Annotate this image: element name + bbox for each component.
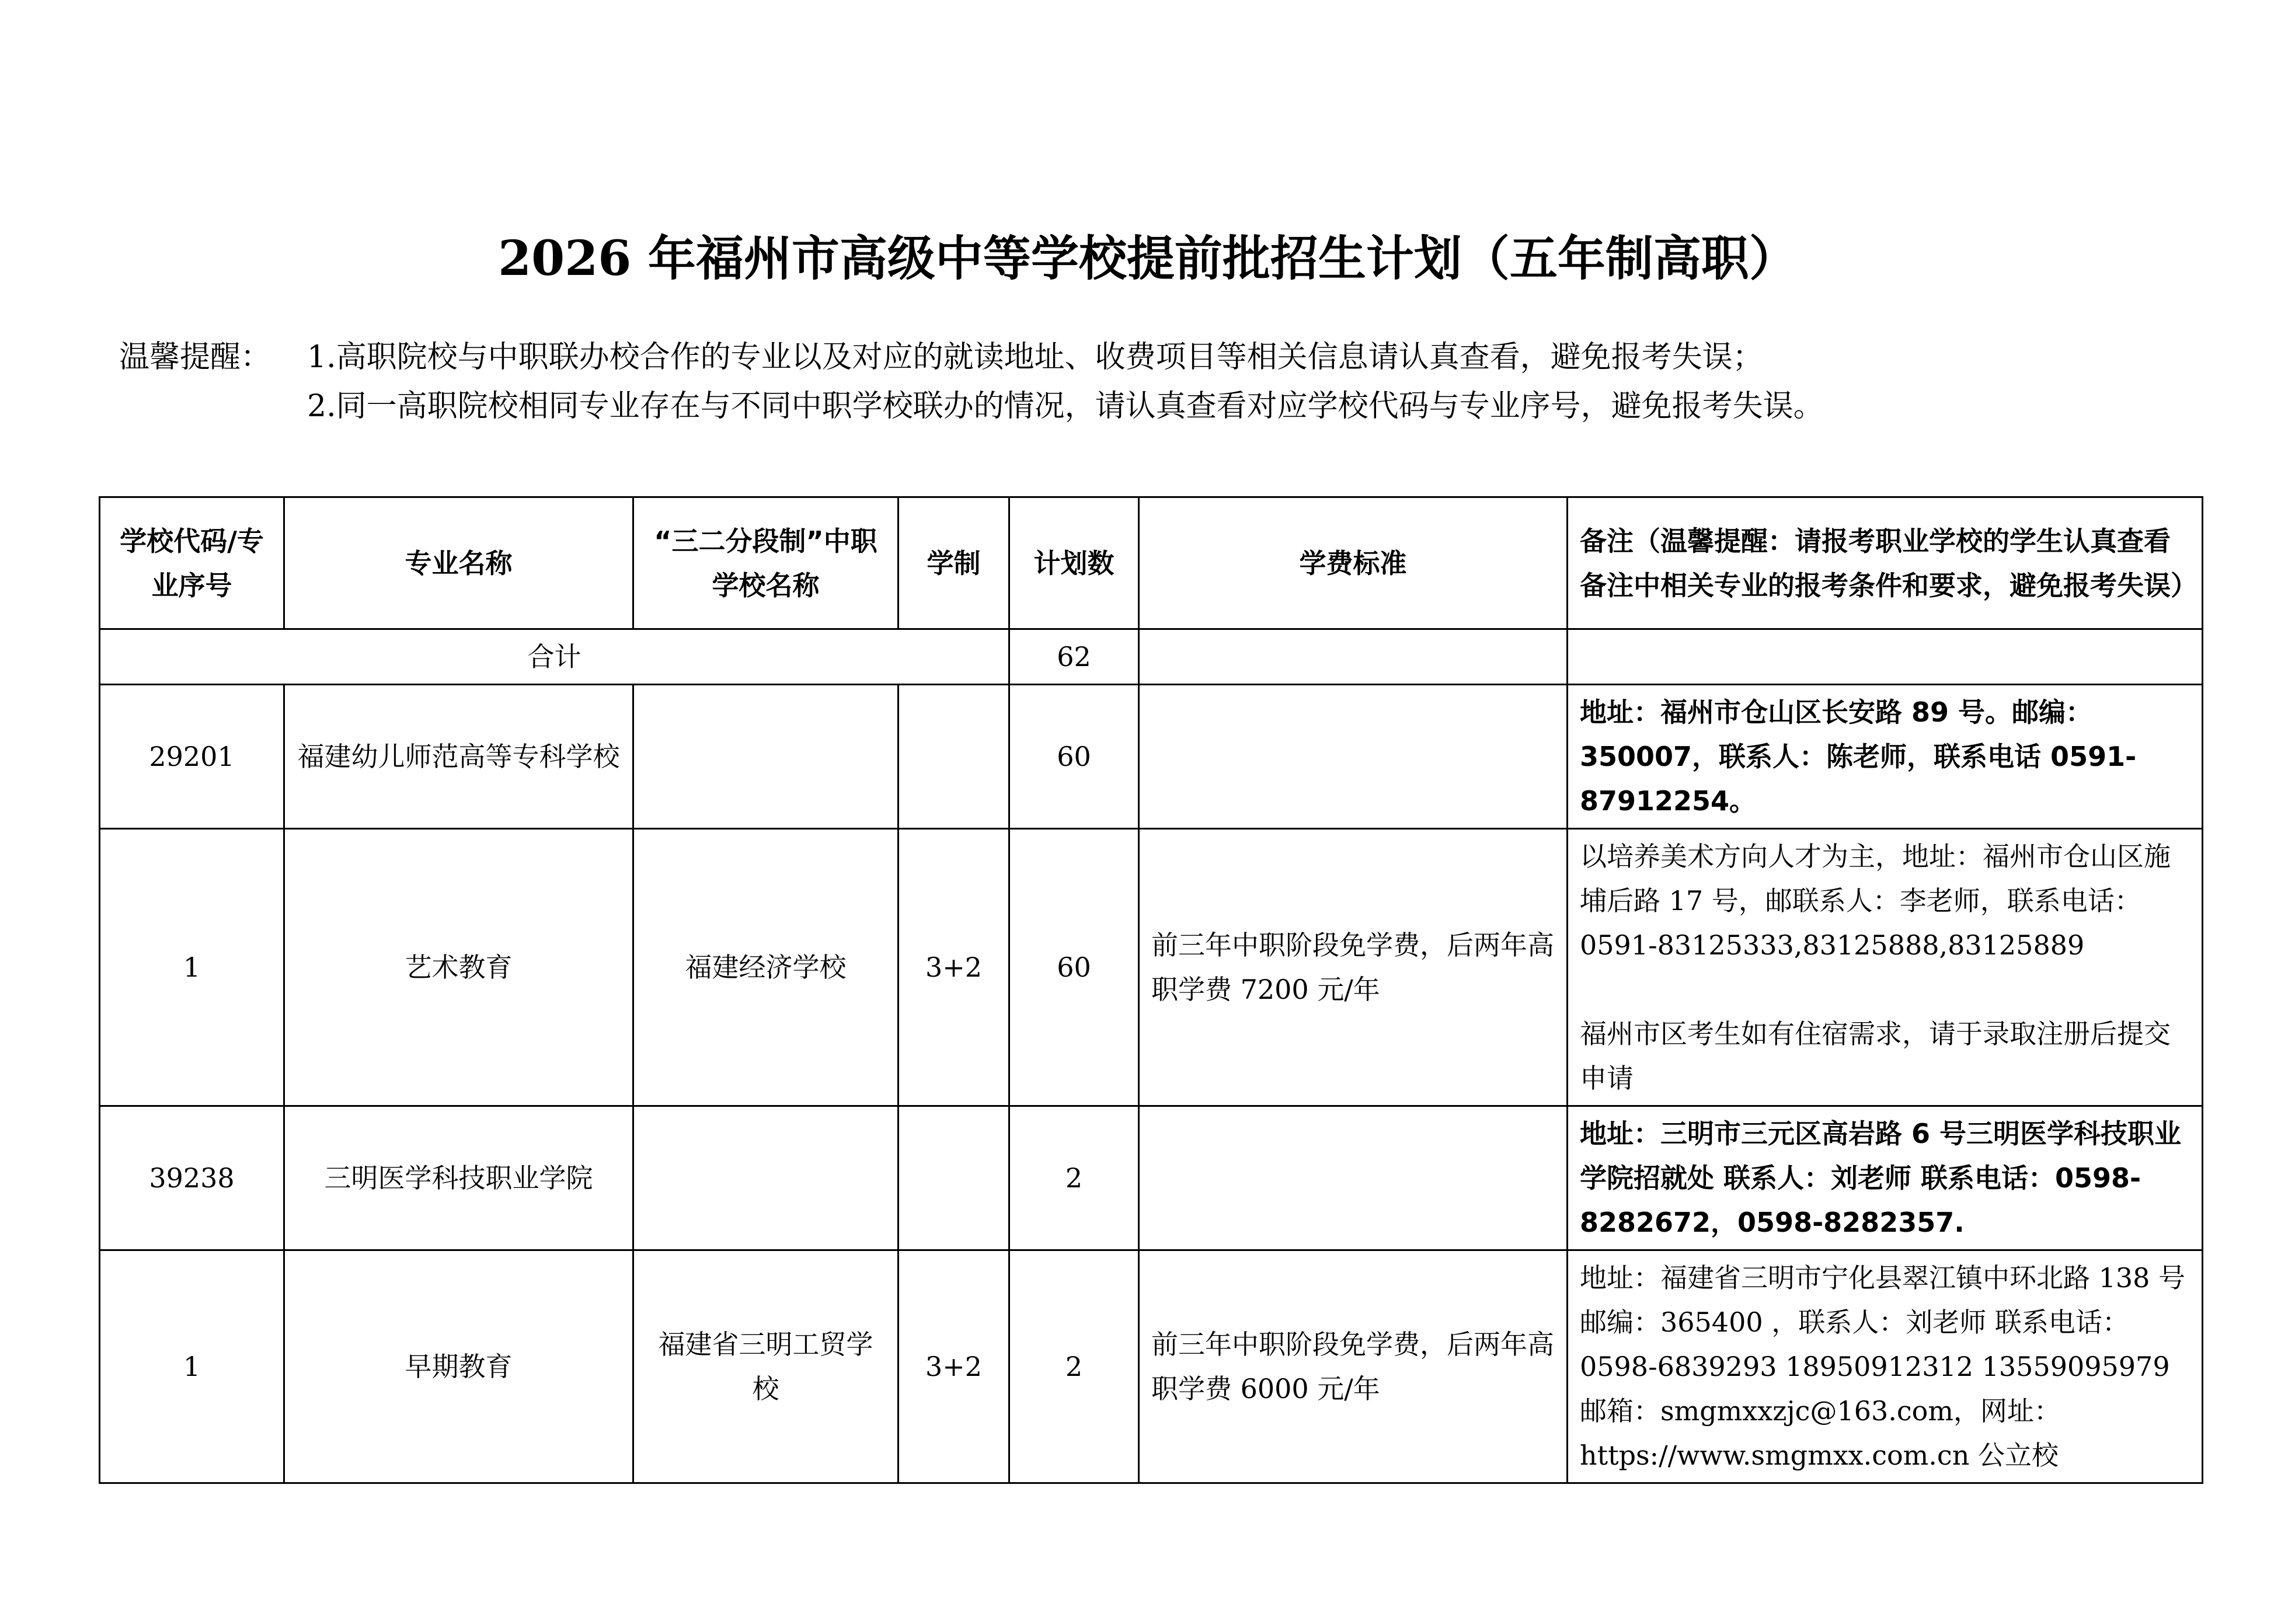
header-row <box>100 497 2203 629</box>
total-plan: 62 <box>1009 629 1139 685</box>
reminder-label: 温馨提醒： <box>119 340 271 375</box>
row-school <box>633 685 899 829</box>
table-row <box>100 829 2203 1106</box>
row-note: 地址：三明市三元区高岩路 6 号三明医学科技职业学院招就处 联系人：刘老师 联系电话：0598-8282672，0598-8282357. <box>1568 1106 2203 1250</box>
row-note-cell <box>1568 829 2203 1106</box>
row-plan: 60 <box>1009 685 1139 829</box>
enrollment-plan-table <box>99 496 2203 1484</box>
row-note-extra: 福州市区考生如有住宿需求，请于录取注册后提交申请 <box>1580 1018 2171 1094</box>
header-system: 学制 <box>899 497 1009 629</box>
reminder-line-2: 2.同一高职院校相同专业存在与不同中职学校联办的情况，请认真查看对应学校代码与专业序号，避免报考失误。 <box>307 389 1824 424</box>
row-code: 39238 <box>100 1106 284 1250</box>
row-plan: 2 <box>1009 1106 1139 1250</box>
row-note: 地址：福建省三明市宁化县翠江镇中环北路 138 号 邮编：365400 ，联系人：刘老师 联系电话：0598-6839293 18950912312 13559095979 邮箱：smgmxxzjc@163.com，网址：https://www.smgmxx.com.cn 公立校 <box>1568 1250 2203 1483</box>
header-note: 备注（温馨提醒：请报考职业学校的学生认真查看备注中相关专业的报考条件和要求，避免报考失误） <box>1568 497 2203 629</box>
header-code: 学校代码/专业序号 <box>100 497 284 629</box>
row-school <box>633 1106 899 1250</box>
header-plan: 计划数 <box>1009 497 1139 629</box>
row-code: 29201 <box>100 685 284 829</box>
row-code: 1 <box>100 829 284 1106</box>
row-note: 地址：福州市仓山区长安路 89 号。邮编：350007，联系人：陈老师，联系电话 0591-87912254。 <box>1568 685 2203 829</box>
row-code: 1 <box>100 1250 284 1483</box>
row-name: 三明医学科技职业学院 <box>284 1106 633 1250</box>
row-system: 3+2 <box>899 1250 1009 1483</box>
row-fee <box>1139 1106 1568 1250</box>
row-system <box>899 685 1009 829</box>
row-fee: 前三年中职阶段免学费，后两年高职学费 7200 元/年 <box>1139 829 1568 1106</box>
header-fee: 学费标准 <box>1139 497 1568 629</box>
page-title: 2026 年福州市高级中等学校提前批招生计划（五年制高职） <box>498 231 1797 287</box>
row-school: 福建经济学校 <box>633 829 899 1106</box>
header-school: “三二分段制”中职学校名称 <box>633 497 899 629</box>
table-row <box>100 1250 2203 1483</box>
header-major: 专业名称 <box>284 497 633 629</box>
total-row <box>100 629 2203 685</box>
row-system: 3+2 <box>899 829 1009 1106</box>
total-fee <box>1139 629 1568 685</box>
reminder-item-1: 1.高职院校与中职联办校合作的专业以及对应的就读地址、收费项目等相关信息请认真查看，避免报考失误； <box>307 340 1763 375</box>
row-name: 早期教育 <box>284 1250 633 1483</box>
row-system <box>899 1106 1009 1250</box>
row-plan: 2 <box>1009 1250 1139 1483</box>
total-label: 合计 <box>100 629 1009 685</box>
table-row <box>100 685 2203 829</box>
row-plan: 60 <box>1009 829 1139 1106</box>
table-row <box>100 1106 2203 1250</box>
row-fee: 前三年中职阶段免学费，后两年高职学费 6000 元/年 <box>1139 1250 1568 1483</box>
total-note <box>1568 629 2203 685</box>
reminder-block <box>119 333 1824 431</box>
reminder-line-1 <box>119 333 1824 382</box>
note-gap <box>1580 967 2190 1012</box>
row-name: 艺术教育 <box>284 829 633 1106</box>
row-note: 以培养美术方向人才为主，地址：福州市仓山区施埔后路 17 号，邮联系人：李老师，联系电话：0591-83125333,83125888,83125889 <box>1580 841 2171 961</box>
row-fee <box>1139 685 1568 829</box>
row-name: 福建幼儿师范高等专科学校 <box>284 685 633 829</box>
row-school: 福建省三明工贸学校 <box>633 1250 899 1483</box>
